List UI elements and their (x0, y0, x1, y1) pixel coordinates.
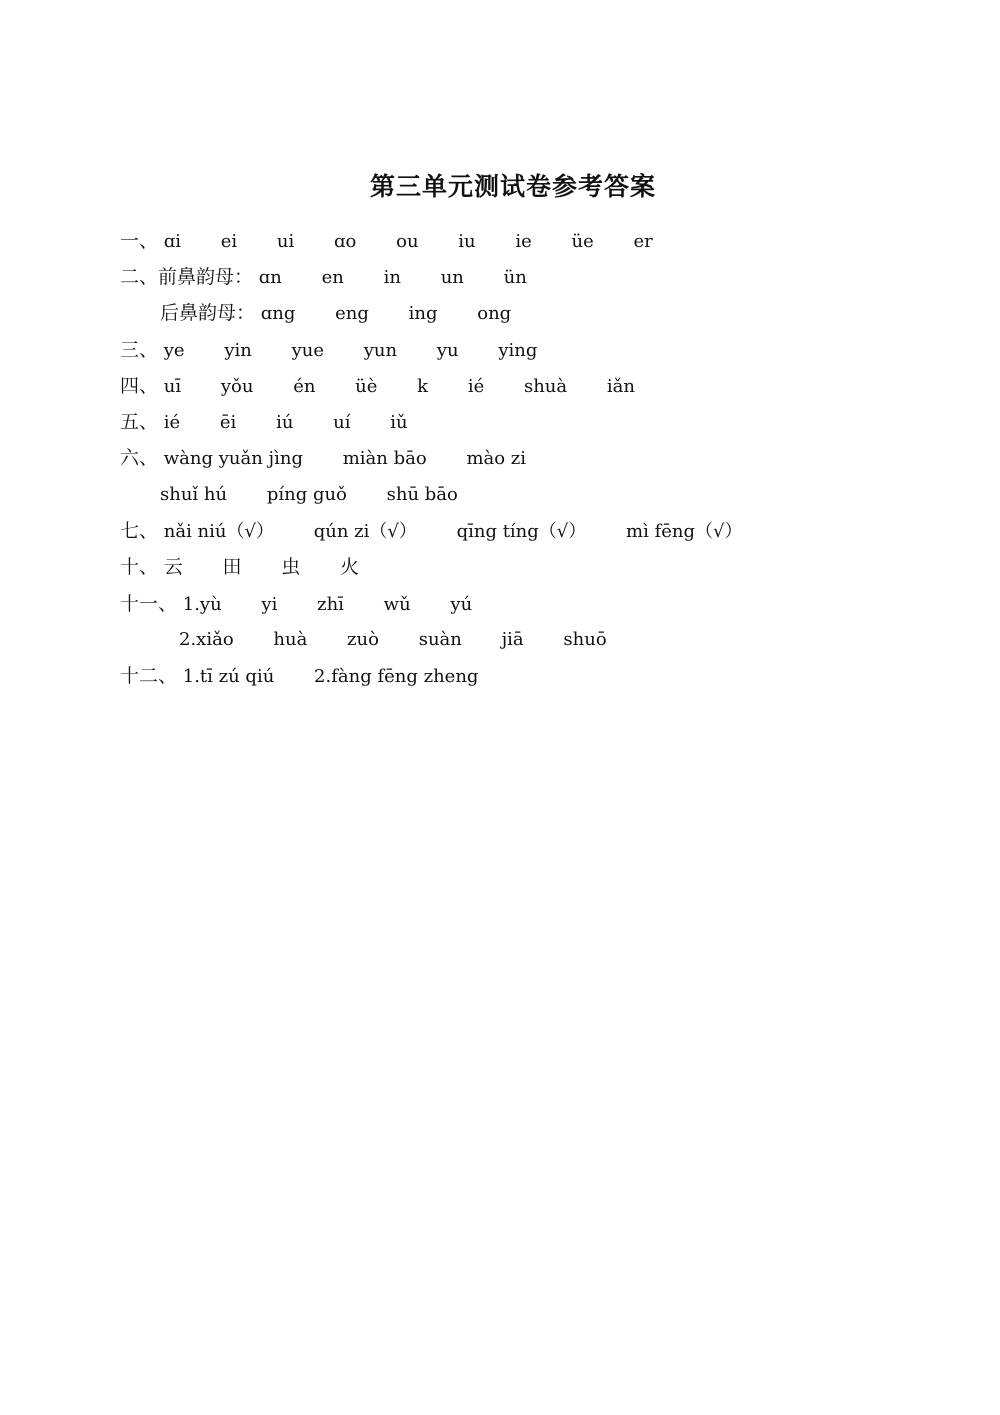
answer-line-7 (120, 443, 526, 473)
answer-token: ing (408, 303, 438, 324)
answer-token: 1.yù (182, 594, 222, 615)
answer-token: yin (224, 340, 252, 361)
answer-token: 田 (222, 556, 242, 578)
answer-token: qīng tíng（√） (456, 521, 587, 542)
answer-token: yi (261, 594, 278, 615)
answer-line-8 (160, 480, 458, 510)
answer-line-13 (120, 661, 478, 691)
answer-token: iú (276, 412, 294, 433)
answer-token: uī (163, 376, 182, 397)
answer-token: suàn (418, 629, 462, 650)
section-label: 五、 (120, 411, 159, 433)
answer-token: 2.fàng fēng zheng (314, 666, 479, 687)
answer-token: ié (163, 412, 181, 433)
answer-token: shū bāo (386, 484, 458, 505)
answer-token: ié (467, 376, 485, 397)
answer-token: ɑn (258, 267, 282, 288)
answer-token: ei (220, 231, 238, 252)
answer-token: 云 (163, 556, 183, 578)
answer-token: ēi (219, 412, 237, 433)
answer-token: 2.xiǎo (179, 629, 234, 650)
answer-token: üè (355, 376, 378, 397)
answer-token: iǎn (606, 376, 635, 397)
answer-token: er (633, 231, 653, 252)
answer-token: shuō (563, 629, 607, 650)
answer-token: 1.tī zú qiú (182, 666, 275, 687)
answer-token: ɑo (334, 231, 357, 252)
answer-line-1 (120, 226, 653, 256)
answer-token: en (321, 267, 344, 288)
answer-token: wàng yuǎn jìng (163, 448, 303, 469)
answer-token: iu (458, 231, 476, 252)
answer-line-2 (120, 262, 527, 292)
answer-token: ün (503, 267, 527, 288)
answer-token: qún zi（√） (313, 521, 417, 542)
answer-token: 虫 (281, 556, 301, 578)
answer-line-12 (179, 625, 607, 655)
answer-token: 火 (340, 556, 360, 578)
section-label: 十二、 (120, 665, 178, 687)
section-label: 后鼻韵母： (160, 302, 256, 324)
answer-token: ou (396, 231, 419, 252)
answer-line-11 (120, 589, 472, 619)
answer-token: üe (571, 231, 594, 252)
answer-token: wǔ (383, 594, 411, 615)
page-title: 第三单元测试卷参考答案 (369, 172, 656, 201)
section-label: 一、 (120, 230, 159, 252)
answer-token: ye (163, 340, 185, 361)
section-label: 七、 (120, 520, 159, 542)
answer-token: yu (436, 340, 459, 361)
answer-token: mào zi (466, 448, 527, 469)
section-label: 三、 (120, 339, 159, 361)
answer-line-6 (120, 407, 408, 437)
answer-line-3 (160, 298, 511, 328)
answer-token: ying (498, 340, 538, 361)
section-label: 十、 (120, 556, 159, 578)
section-label: 六、 (120, 447, 159, 469)
answer-token: píng guǒ (266, 484, 347, 505)
answer-line-10 (120, 552, 359, 582)
answer-token: in (383, 267, 401, 288)
answer-token: yue (291, 340, 324, 361)
answer-token: yú (450, 594, 473, 615)
section-label: 十一、 (120, 593, 178, 615)
answer-line-4 (120, 335, 537, 365)
answer-token: yǒu (220, 376, 254, 397)
answer-token: un (440, 267, 464, 288)
section-label: 二、前鼻韵母： (120, 266, 254, 288)
answer-token: zuò (347, 629, 379, 650)
answer-token: zhī (317, 594, 344, 615)
answer-token: shuǐ hú (160, 484, 228, 505)
answer-token: iǔ (390, 412, 408, 433)
answer-token: eng (335, 303, 369, 324)
answer-token: yun (363, 340, 398, 361)
answer-token: k (417, 376, 429, 397)
answer-token: jiā (501, 629, 524, 650)
answer-token: mì fēng（√） (626, 521, 743, 542)
answer-token: shuà (523, 376, 568, 397)
answer-token: ong (477, 303, 512, 324)
answer-line-5 (120, 371, 635, 401)
answer-token: ɑng (260, 303, 296, 324)
answer-token: ɑi (163, 231, 182, 252)
answer-token: miàn bāo (342, 448, 427, 469)
answer-token: ie (515, 231, 532, 252)
answer-token: ui (276, 231, 295, 252)
answer-token: nǎi niú（√） (163, 521, 274, 542)
answer-token: én (293, 376, 316, 397)
section-label: 四、 (120, 375, 159, 397)
answer-token: uí (333, 412, 351, 433)
answer-line-9 (120, 516, 742, 546)
answer-token: huà (273, 629, 308, 650)
